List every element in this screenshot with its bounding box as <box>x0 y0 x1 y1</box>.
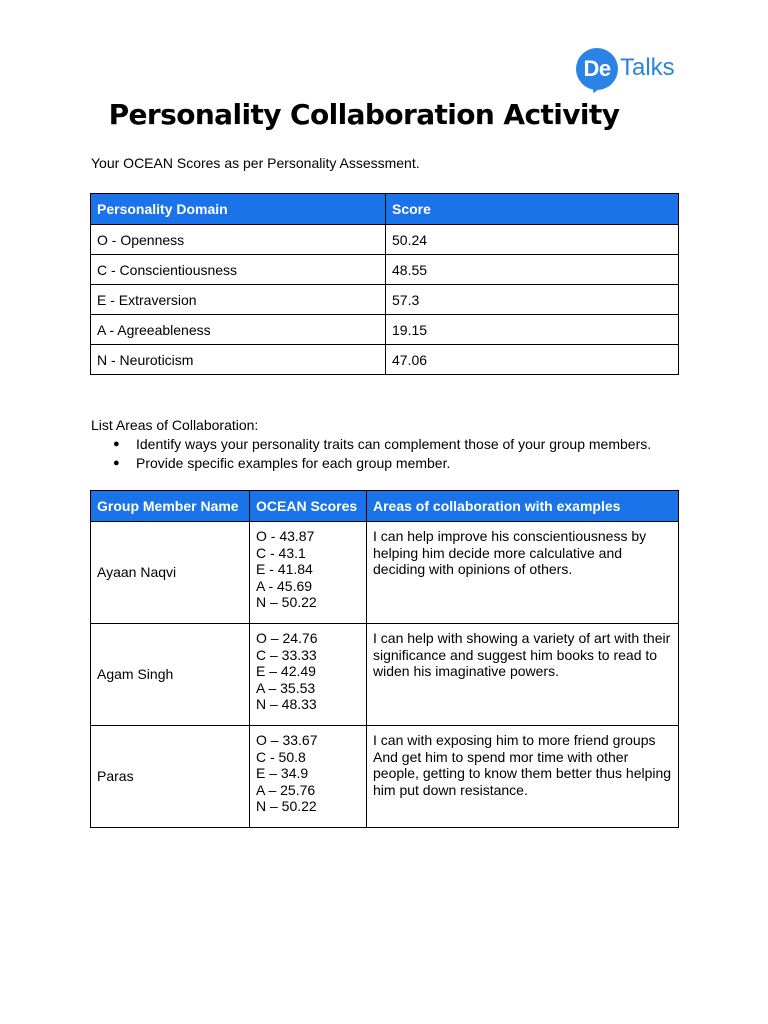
member-name: Ayaan Naqvi <box>91 522 250 624</box>
domain-cell: C - Conscientiousness <box>91 255 386 285</box>
score-line: E – 34.9 <box>256 765 309 781</box>
intro-text: Your OCEAN Scores as per Personality Assessment. <box>91 155 420 171</box>
list-item: ● Provide specific examples for each group member. <box>91 454 651 473</box>
domain-cell: O - Openness <box>91 225 386 255</box>
score-line: N – 48.33 <box>256 696 317 712</box>
collaboration-text: I can with exposing him to more friend groups And get him to spend mor time with other people, getting to know them better thus helping him put down resistance. <box>367 726 679 828</box>
score-line: O - 43.87 <box>256 528 315 544</box>
score-cell: 47.06 <box>386 345 679 375</box>
score-line: C – 33.33 <box>256 646 317 663</box>
collaboration-instructions <box>91 416 651 473</box>
logo-mark: De <box>576 48 618 90</box>
table-row <box>91 522 679 624</box>
score-line: A – 35.53 <box>256 679 316 696</box>
page-title: Personality Collaboration Activity <box>108 98 620 131</box>
header-collaboration: Areas of collaboration with examples <box>367 491 679 522</box>
score-cell: 48.55 <box>386 255 679 285</box>
collaboration-text: I can help with showing a variety of art with their significance and suggest him books to read to widen his imaginative powers. <box>367 624 679 726</box>
header-member-name: Group Member Name <box>91 491 250 522</box>
member-name: Agam Singh <box>91 624 250 726</box>
score-cell: 50.24 <box>386 225 679 255</box>
domain-cell: E - Extraversion <box>91 285 386 315</box>
logo-text: Talks <box>620 54 675 81</box>
score-line: C - 43.1 <box>256 544 306 561</box>
domain-cell: A - Agreeableness <box>91 315 386 345</box>
table-row <box>91 345 679 375</box>
member-scores <box>250 726 367 828</box>
table-row <box>91 285 679 315</box>
score-line: A - 45.69 <box>256 577 313 594</box>
member-scores <box>250 624 367 726</box>
table-row <box>91 624 679 726</box>
instruction-list <box>91 435 651 473</box>
header-personality-domain: Personality Domain <box>91 194 386 225</box>
header-ocean-scores: OCEAN Scores <box>250 491 367 522</box>
score-cell: 19.15 <box>386 315 679 345</box>
member-name: Paras <box>91 726 250 828</box>
list-item: ● Identify ways your personality traits can complement those of your group members. <box>91 435 651 454</box>
group-members-table <box>90 490 679 828</box>
table-row <box>91 315 679 345</box>
table-row <box>91 255 679 285</box>
collaboration-text: I can help improve his conscientiousness by helping him decide more calculative and deciding with opinions of others. <box>367 522 679 624</box>
score-line: A – 25.76 <box>256 781 316 798</box>
areas-heading: List Areas of Collaboration: <box>91 417 259 433</box>
score-line: E – 42.49 <box>256 663 316 679</box>
detalks-logo <box>576 48 680 98</box>
score-line: N – 50.22 <box>256 594 317 610</box>
score-line: E - 41.84 <box>256 561 313 577</box>
table-header-row <box>91 491 679 522</box>
score-line: O – 33.67 <box>256 732 318 748</box>
domain-cell: N - Neuroticism <box>91 345 386 375</box>
score-line: N – 50.22 <box>256 798 317 814</box>
score-line: O – 24.76 <box>256 630 318 646</box>
table-row <box>91 726 679 828</box>
table-row <box>91 225 679 255</box>
ocean-scores-table <box>90 193 679 375</box>
score-cell: 57.3 <box>386 285 679 315</box>
member-scores <box>250 522 367 624</box>
header-score: Score <box>386 194 679 225</box>
score-line: C - 50.8 <box>256 748 306 765</box>
table-header-row <box>91 194 679 225</box>
